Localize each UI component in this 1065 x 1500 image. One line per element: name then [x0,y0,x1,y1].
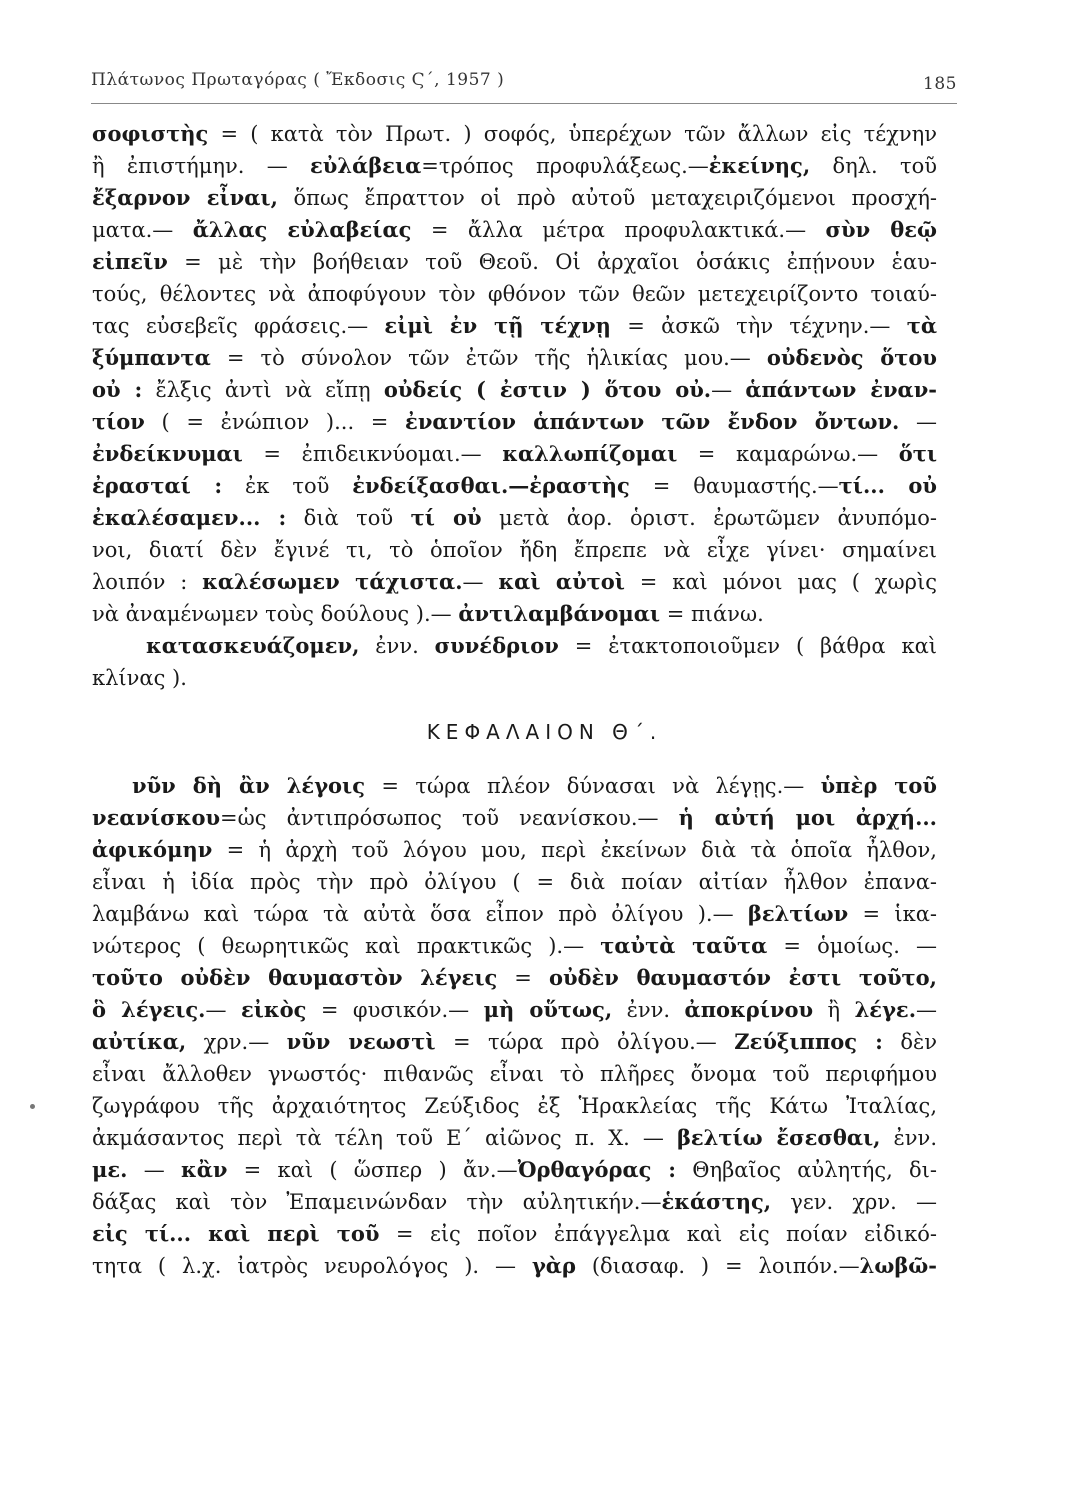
text-line: αὐτίκα, χρν.— νῦν νεωστὶ = τώρα πρὸ ὀλίγου.— Ζεύξιππος : δὲν [92,1029,937,1054]
text-line: με. — κἂν = καὶ ( ὥσπερ ) ἄν.—Ὀρθαγόρας : Θηβαῖος αὐλητής, δι- [92,1157,937,1182]
text-line: τας εὐσεβεῖς φράσεις.— εἰμὶ ἐν τῇ τέχνῃ = ἀσκῶ τὴν τέχνην.— τὰ [92,313,937,338]
text-line: δάξας καὶ τὸν Ἐπαμεινώνδαν τὴν αὐλητικήν.—ἑκάστης, γεν. χρν. — [92,1189,937,1214]
section-gap [92,758,937,770]
text-line: ὃ λέγεις.— εἰκὸς = φυσικόν.— μὴ οὕτως, ἐνν. ἀποκρίνου ἢ λέγε.— [92,997,937,1022]
chapter-heading: ΚΕΦΑΛΑΙΟΝ Θ΄. [426,720,663,744]
text-line: κατασκευάζομεν, ἐνν. συνέδριον = ἐτακτοποιοῦμεν ( βάθρα καὶ [146,633,937,658]
text-line: νεανίσκου=ὡς ἀντιπρόσωπος τοῦ νεανίσκου.— ἡ αὐτή μοι ἀρχή... [92,805,937,830]
text-line: ἢ ἐπιστήμην. — εὐλάβεια=τρόπος προφυλάξεως.—ἐκείνης, δηλ. τοῦ [92,153,937,178]
text-line: ἐκαλέσαμεν... : διὰ τοῦ τί οὐ μετὰ ἀορ. ὁριστ. ἐρωτῶμεν ἀνυπόμο- [92,505,937,530]
text-line: νώτερος ( θεωρητικῶς καὶ πρακτικῶς ).— ταὐτὰ ταῦτα = ὁμοίως. — [92,933,937,958]
text-line: λαμβάνω καὶ τώρα τὰ αὐτὰ ὅσα εἶπον πρὸ ὀλίγου ).— βελτίων = ἱκα- [92,901,937,926]
text-line: εἶναι ἡ ἰδία πρὸς τὴν πρὸ ὀλίγου ( = διὰ ποίαν αἰτίαν ἦλθον ἐπανα- [92,870,937,894]
text-line: εἰπεῖν = μὲ τὴν βοήθειαν τοῦ Θεοῦ. Οἱ ἀρχαῖοι ὁσάκις ἐπῄνουν ἑαυ- [92,249,937,274]
text-line: εἰς τί... καὶ περὶ τοῦ = εἰς ποῖον ἐπάγγελμα καὶ εἰς ποίαν εἰδικό- [92,1221,937,1246]
text-line: τοῦτο οὐδὲν θαυμαστὸν λέγεις = οὐδὲν θαυμαστόν ἐστι τοῦτο, [92,965,937,990]
text-line: οὐ : ἔλξις ἀντὶ νὰ εἴπῃ οὐδείς ( ἐστιν ) ὅτου οὐ.— ἁπάντων ἐναν- [92,377,937,402]
commentary-body [92,118,937,1282]
text-line: εἶναι ἄλλοθεν γνωστός· πιθανῶς εἶναι τὸ πλῆρες ὄνομα τοῦ περιφήμου [92,1062,937,1086]
text-line: ἀφικόμην = ἡ ἀρχὴ τοῦ λόγου μου, περὶ ἐκείνων διὰ τὰ ὁποῖα ἦλθον, [92,837,937,862]
text-line: ἐνδείκνυμαι = ἐπιδεικνύομαι.— καλλωπίζομαι = καμαρώνω.— ὅτι [92,441,937,466]
text-line: νοι, διατί δὲν ἔγινέ τι, τὸ ὁποῖον ἤδη ἔπρεπε νὰ εἶχε γίνει· σημαίνει [92,538,937,562]
text-line: ἀκμάσαντος περὶ τὰ τέλη τοῦ Ε΄ αἰῶνος π. Χ. — βελτίω ἔσεσθαι, ἐνν. [92,1125,937,1150]
print-speck [30,1104,35,1109]
text-line: κλίνας ). [92,666,187,690]
text-line: τητα ( λ.χ. ἰατρὸς νευρολόγος ). — γὰρ (διασαφ. ) = λοιπόν.—λωβῶ- [92,1253,937,1278]
text-line: ἔξαρνον εἶναι, ὅπως ἔπραττον οἱ πρὸ αὐτοῦ μεταχειριζόμενοι προσχή- [92,185,937,210]
text-line: λοιπόν : καλέσωμεν τάχιστα.— καὶ αὐτοὶ = καὶ μόνοι μας ( χωρὶς [92,569,937,594]
section-gap [92,694,937,706]
text-line: ξύμπαντα = τὸ σύνολον τῶν ἐτῶν τῆς ἡλικίας μου.— οὐδενὸς ὅτου [92,345,937,370]
text-line: ματα.— ἄλλας εὐλαβείας = ἄλλα μέτρα προφυλακτικά.— σὺν θεῷ [92,217,937,242]
text-line: νῦν δὴ ἂν λέγοις = τώρα πλέον δύνασαι νὰ λέγῃς.— ὑπὲρ τοῦ [132,773,937,798]
text-line: τίον ( = ἐνώπιον )... = ἐναντίον ἁπάντων τῶν ἔνδον ὄντων. — [92,409,937,434]
running-title: Πλάτωνος Πρωταγόρας ( Ἔκδοσις Ϛ΄, 1957 ) [91,70,505,90]
text-line: ἐρασταί : ἐκ τοῦ ἐνδείξασθαι.—ἐραστὴς = θαυμαστής.—τί... οὐ [92,473,937,498]
header-rule [91,103,957,104]
running-header [91,62,957,102]
text-line: τούς, θέλοντες νὰ ἀποφύγουν τὸν φθόνον τῶν θεῶν μετεχειρίζοντο τοιαύ- [92,282,937,306]
text-line: σοφιστὴς = ( κατὰ τὸν Πρωτ. ) σοφός, ὑπερέχων τῶν ἄλλων εἰς τέχνην [92,121,937,146]
page-number: 185 [923,74,957,94]
text-line: ζωγράφου τῆς ἀρχαιότητος Ζεύξιδος ἐξ Ἡρακλείας τῆς Κάτω Ἰταλίας, [92,1094,937,1118]
text-line: νὰ ἀναμένωμεν τοὺς δούλους ).— ἀντιλαμβάνομαι = πιάνω. [92,601,764,626]
